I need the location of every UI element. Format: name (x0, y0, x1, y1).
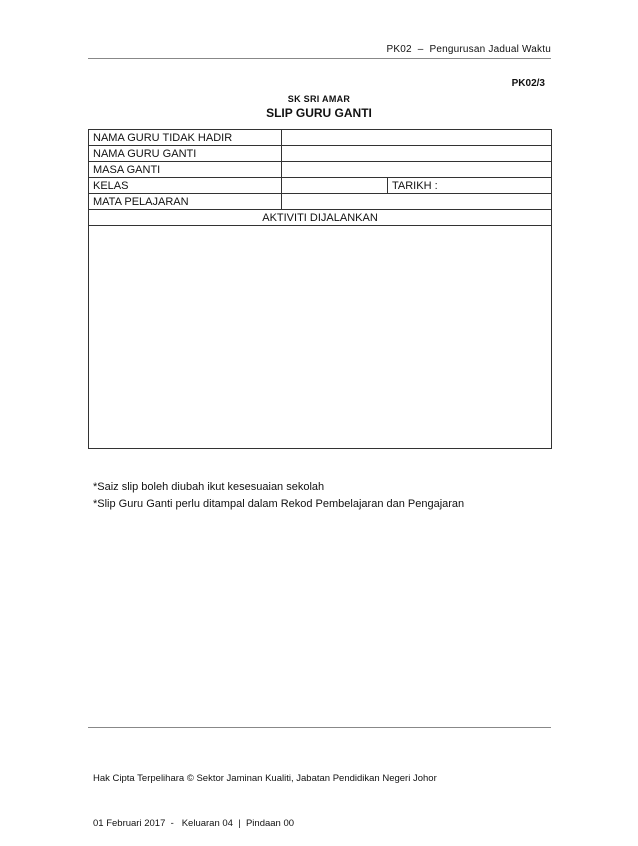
table-row (89, 226, 552, 449)
subject-label: MATA PELAJARAN (89, 194, 282, 210)
footer-divider (88, 727, 551, 728)
table-row (89, 162, 552, 178)
substitute-teacher-label: NAMA GURU GANTI (89, 146, 282, 162)
slip-title: SLIP GURU GANTI (266, 106, 372, 120)
table-row (89, 130, 552, 146)
footer-copyright: Hak Cipta Terpelihara © Sektor Jaminan Kualiti, Jabatan Pendidikan Negeri Johor (93, 773, 437, 784)
note-item: *Slip Guru Ganti perlu ditampal dalam Rekod Pembelajaran dan Pengajaran (93, 498, 465, 510)
activity-header: AKTIVITI DIJALANKAN (89, 210, 552, 226)
table-row (89, 178, 552, 194)
activity-field[interactable] (89, 226, 552, 449)
subject-field[interactable] (282, 194, 552, 210)
table-row (89, 194, 552, 210)
substitute-time-label: MASA GANTI (89, 162, 282, 178)
substitute-teacher-field[interactable] (282, 146, 552, 162)
form-code: PK02/3 (511, 78, 545, 89)
notes (93, 479, 464, 513)
absent-teacher-field[interactable] (282, 130, 552, 146)
footer (93, 741, 437, 846)
header-divider (88, 58, 551, 59)
note-item: *Saiz slip boleh diubah ikut kesesuaian sekolah (93, 481, 325, 493)
table-row (89, 146, 552, 162)
substitute-slip-table (88, 129, 552, 449)
class-label: KELAS (89, 178, 282, 194)
substitute-time-field[interactable] (282, 162, 552, 178)
date-label[interactable]: TARIKH : (388, 178, 552, 194)
absent-teacher-label: NAMA GURU TIDAK HADIR (89, 130, 282, 146)
table-row (89, 210, 552, 226)
footer-issue: 01 Februari 2017 - Keluaran 04 | Pindaan 00 (93, 818, 295, 829)
school-name: SK SRI AMAR (287, 94, 351, 104)
class-field[interactable] (282, 178, 388, 194)
document-header: PK02 – Pengurusan Jadual Waktu (386, 44, 551, 55)
